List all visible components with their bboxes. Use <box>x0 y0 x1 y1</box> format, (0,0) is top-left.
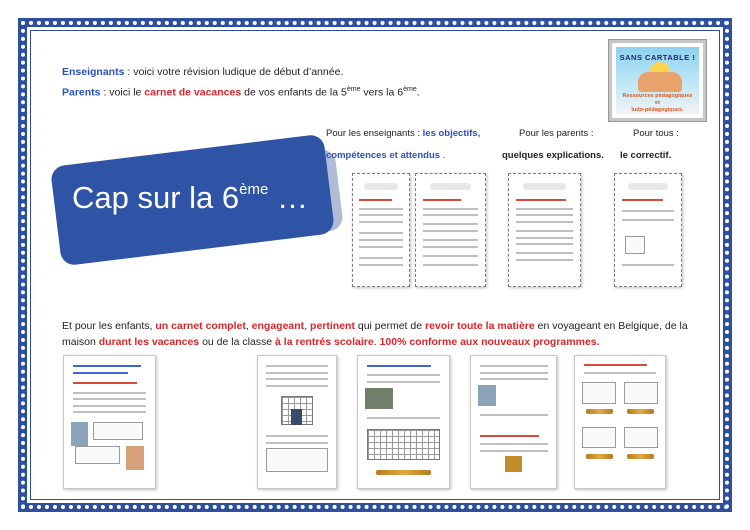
engaging-highlight: engageant <box>251 320 305 332</box>
answer-key-page[interactable] <box>614 173 682 287</box>
holidays-highlight: durant les vacances <box>98 336 200 348</box>
teachers-intro-line: Enseignants : voici votre révision ludique de début d’année. <box>62 66 344 78</box>
parents-audience-label: Pour les parents : <box>519 128 594 139</box>
logo-title: SANS CARTABLE ! <box>619 53 696 62</box>
review-highlight: revoir toute la matière <box>425 320 535 332</box>
family-photo <box>638 72 682 92</box>
workbook-page-1[interactable] <box>63 355 156 489</box>
kids-description-line-2: maison durant les vacances ou de la classe à la rentrés scolaire. 100% conforme aux nouveaux programmes. <box>62 336 600 348</box>
all-audience-label: Pour tous : <box>633 128 679 139</box>
holiday-book-highlight: carnet de vacances <box>144 86 242 99</box>
parents-intro-line: Parents : voici le carnet de vacances de vos enfants de la 5ème vers la 6ème. <box>62 86 420 99</box>
workbook-page-4[interactable] <box>470 355 557 489</box>
relevant-highlight: pertinent <box>310 320 355 332</box>
teacher-objectives-page-1[interactable] <box>352 173 410 287</box>
all-audience-text: le correctif. <box>620 150 672 161</box>
objectives-link: les objectifs, <box>422 128 481 139</box>
workbook-page-3[interactable] <box>357 355 450 489</box>
parents-audience-text: quelques explications. <box>502 150 604 161</box>
complete-book-highlight: un carnet complet <box>155 320 246 332</box>
teachers-label: Enseignants <box>62 66 125 78</box>
parents-explanations-page[interactable] <box>508 173 581 287</box>
sans-cartable-logo[interactable] <box>609 40 706 121</box>
banner-title: Cap sur la 6ème … <box>72 180 308 215</box>
kids-description-line-1: Et pour les enfants, un carnet complet, engageant, pertinent qui permet de revoir toute la matière en voyageant en Belgique, de la <box>62 320 688 332</box>
workbook-page-5[interactable] <box>574 355 666 489</box>
logo-subtitle: Ressources pédagogiques et ludo-pédagogiques. <box>622 93 693 113</box>
workbook-page-2[interactable] <box>257 355 337 489</box>
school-start-highlight: à la rentrés scolaire <box>275 336 374 348</box>
teachers-audience-line: Pour les enseignants : les objectifs, <box>326 128 481 139</box>
curriculum-compliance-highlight: 100% conforme aux nouveaux programmes. <box>379 336 600 348</box>
teachers-audience-line-2: compétences et attendus . <box>326 150 446 161</box>
parents-label: Parents <box>62 86 101 99</box>
teacher-objectives-page-2[interactable] <box>415 173 486 287</box>
